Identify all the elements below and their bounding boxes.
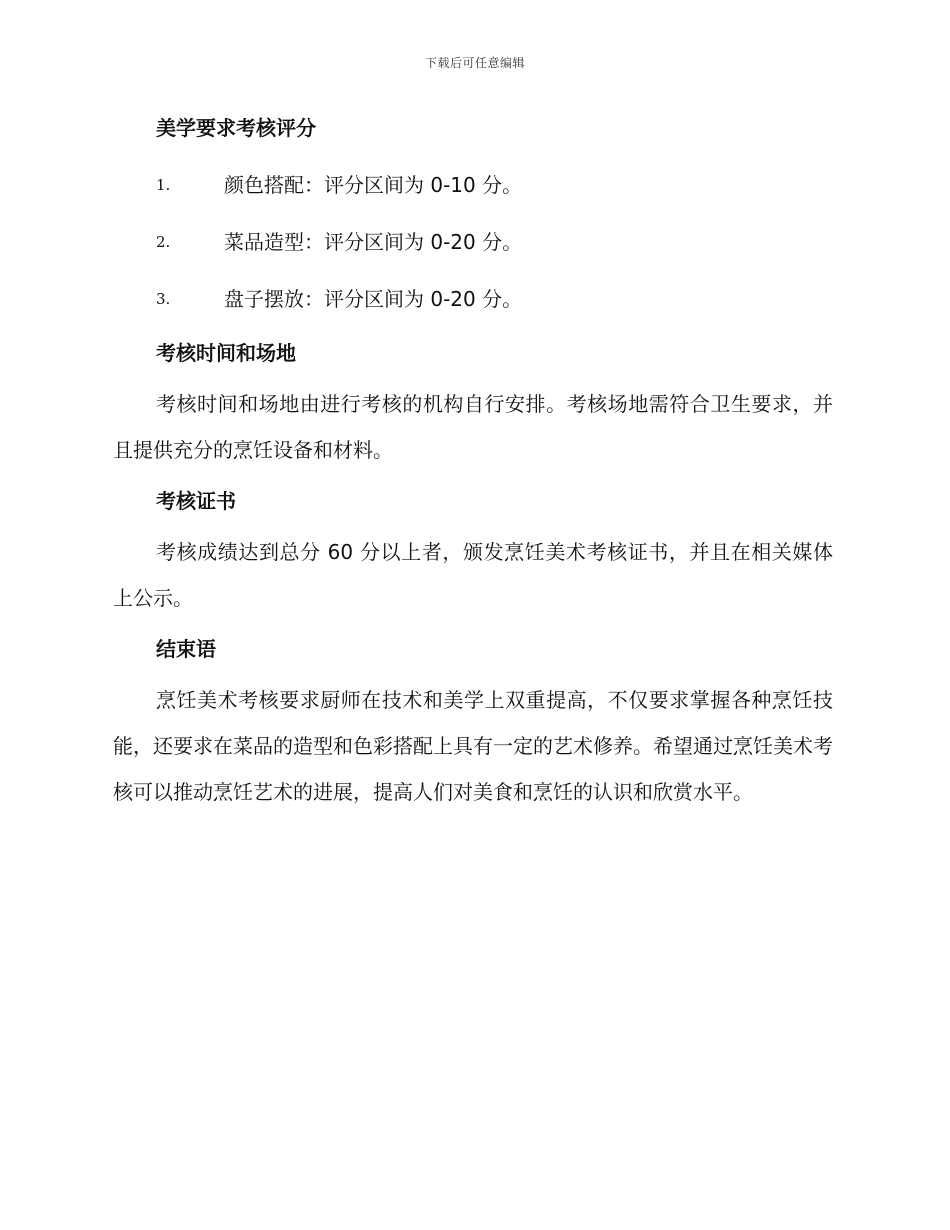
section-heading-aesthetic-scoring: 美学要求考核评分 <box>156 116 316 140</box>
list-item <box>113 283 833 315</box>
list-item-text: 颜色搭配：评分区间为 0-10 分。 <box>224 173 523 197</box>
list-item-number: 1. <box>156 176 171 194</box>
section-heading-conclusion: 结束语 <box>156 637 216 661</box>
section-heading-certificate: 考核证书 <box>156 489 236 513</box>
paragraph-conclusion: 烹饪美术考核要求厨师在技术和美学上双重提高，不仅要求掌握各种烹饪技能，还要求在菜品的造型和色彩搭配上具有一定的艺术修养。希望通过烹饪美术考核可以推动烹饪艺术的进展，提高人们对美食和烹饪的认识和欣赏水平。 <box>113 688 833 804</box>
list-item-number: 3. <box>156 290 171 308</box>
document-body <box>113 112 833 815</box>
paragraph-time-venue: 考核时间和场地由进行考核的机构自行安排。考核场地需符合卫生要求，并且提供充分的烹饪设备和材料。 <box>113 392 833 462</box>
scoring-list <box>113 169 833 315</box>
list-item-number: 2. <box>156 233 171 251</box>
list-item-text: 菜品造型：评分区间为 0-20 分。 <box>224 230 523 254</box>
list-item-text: 盘子摆放：评分区间为 0-20 分。 <box>224 287 523 311</box>
section-heading-time-venue: 考核时间和场地 <box>156 341 296 365</box>
list-item <box>113 169 833 201</box>
header-note: 下载后可任意编辑 <box>424 56 525 70</box>
list-item <box>113 226 833 258</box>
paragraph-certificate: 考核成绩达到总分 60 分以上者，颁发烹饪美术考核证书，并且在相关媒体上公示。 <box>113 540 833 610</box>
